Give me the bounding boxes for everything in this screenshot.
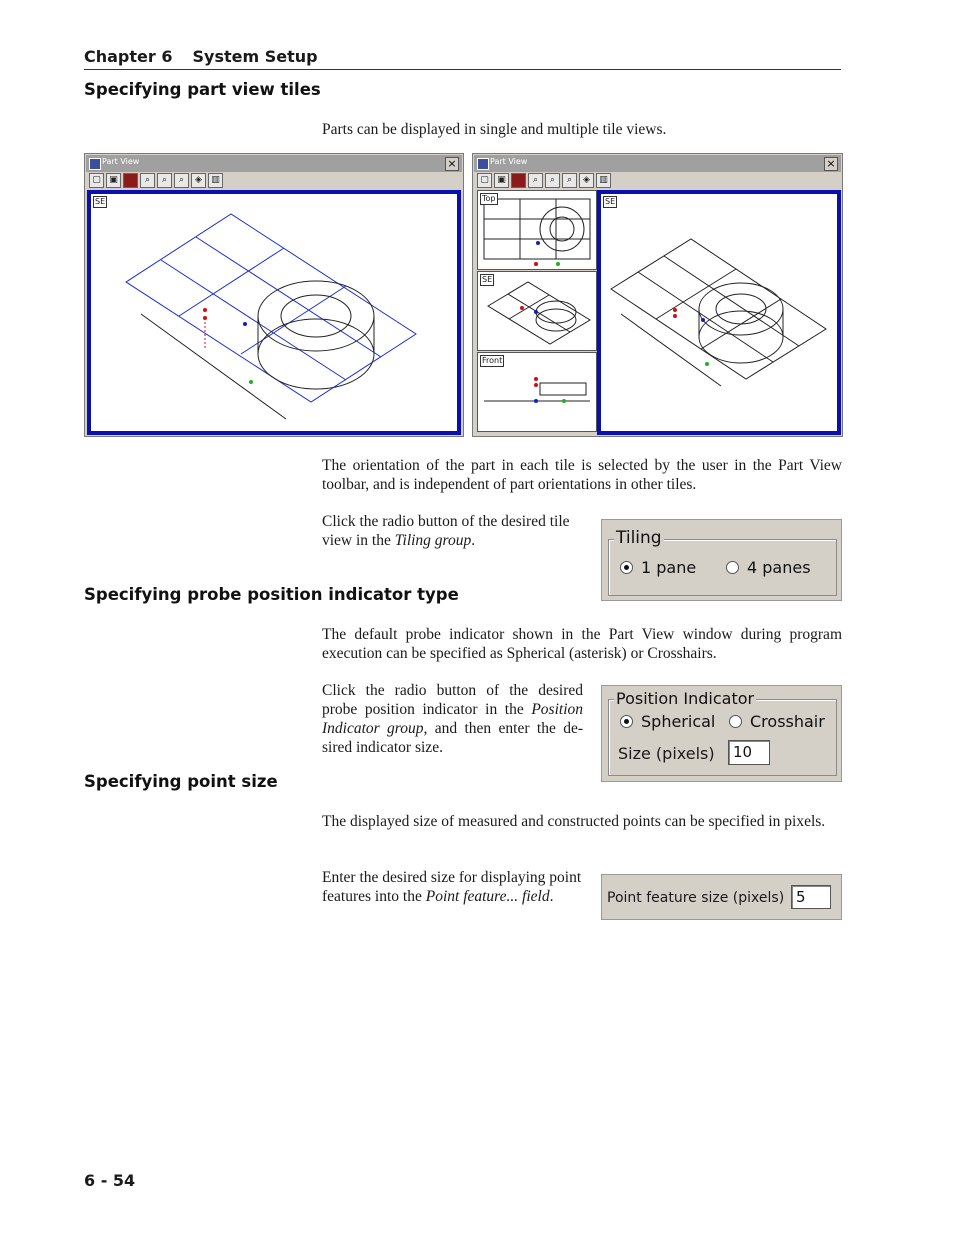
tiling-group-label: Tiling: [616, 528, 662, 548]
zoom-out-icon[interactable]: ⌕: [174, 173, 189, 188]
radio-label: 4 panes: [747, 558, 811, 577]
paragraph-orientation: The orientation of the part in each tile is selected by the user in the Part View toolbar, and is independent of part orientations in other tiles.: [322, 457, 842, 493]
part-view-window-single: [84, 153, 464, 437]
view-pane-se[interactable]: [87, 190, 461, 435]
window-icon: [477, 158, 489, 170]
radio-spherical[interactable]: [620, 712, 715, 731]
view-pane-se-small[interactable]: [477, 271, 597, 351]
radio-selected-icon[interactable]: [620, 561, 633, 574]
section-label: System Setup: [192, 47, 318, 66]
part-view-toolbar: [477, 173, 611, 189]
part-view-toolbar: [89, 173, 223, 189]
point-feature-label: Point feature size (pixels): [607, 890, 785, 906]
tile-icon[interactable]: ▥: [596, 173, 611, 188]
paragraph-point-instructions: [322, 868, 587, 906]
text-run: .: [549, 888, 554, 905]
close-icon[interactable]: ×: [824, 157, 838, 171]
tiling-group: [601, 519, 842, 601]
radio-selected-icon[interactable]: [620, 715, 633, 728]
part-wireframe-drawing: [91, 194, 457, 431]
rotate-icon[interactable]: ◈: [191, 173, 206, 188]
paragraph-tiles-intro: Parts can be displayed in single and multiple tile views.: [322, 121, 667, 138]
page-number: 6 - 54: [84, 1171, 136, 1190]
title-bar: [474, 155, 841, 172]
position-indicator-label: Position Indicator: [616, 689, 755, 708]
zoom-out-icon[interactable]: ⌕: [562, 173, 577, 188]
tile-icon[interactable]: ▥: [208, 173, 223, 188]
part-view-window-multi: [472, 153, 843, 437]
size-pixels-label: Size (pixels): [618, 744, 715, 763]
text-run: Enter the desired size for displaying point features into the: [322, 869, 582, 905]
zoom-in-icon[interactable]: ⌕: [545, 173, 560, 188]
se-small-drawing: [478, 272, 596, 350]
radio-1-pane[interactable]: [620, 558, 696, 577]
paragraph-point-size: The displayed size of measured and constructed points can be specified in pixels.: [322, 813, 826, 830]
pane-label: Top: [482, 194, 496, 203]
paragraph-tiling-instructions: [322, 512, 584, 550]
view-pane-top[interactable]: [477, 190, 597, 270]
pane-label: SE: [95, 197, 106, 206]
paragraph-probe-default: The default probe indicator shown in the Part View window during program execution can be specified as Spherical (asterisk) or Crosshairs.: [322, 626, 842, 662]
text-run: , and then enter the desired indicator size.: [322, 720, 583, 756]
cube-view-icon[interactable]: ▢: [477, 173, 492, 188]
zoom-in-icon[interactable]: ⌕: [157, 173, 172, 188]
radio-label: Crosshair: [750, 712, 825, 731]
zoom-icon[interactable]: ⌕: [528, 173, 543, 188]
point-feature-size-input[interactable]: 5: [791, 885, 831, 909]
running-header: [84, 47, 318, 66]
text-run: .: [471, 532, 476, 549]
zoom-icon[interactable]: ⌕: [140, 173, 155, 188]
radio-4-panes[interactable]: [726, 558, 811, 577]
radio-unselected-icon[interactable]: [726, 561, 739, 574]
section-heading-probe: Specifying probe position indicator type: [84, 585, 459, 604]
radio-unselected-icon[interactable]: [729, 715, 742, 728]
position-indicator-group: [601, 685, 842, 782]
cube-shaded-icon[interactable]: ▣: [106, 173, 121, 188]
pane-label: SE: [605, 197, 616, 206]
emphasis: Position Indicator group: [322, 701, 583, 737]
text-run: Click the radio button of the desired probe position indicator in the: [322, 682, 583, 718]
emphasis: Point feature... field: [425, 888, 550, 905]
group-frame: [608, 699, 837, 776]
view-pane-front[interactable]: [477, 352, 597, 432]
title-bar: [86, 155, 462, 172]
emphasis: Tiling group: [394, 532, 472, 549]
se-large-drawing: [601, 194, 837, 431]
view-pane-se-large[interactable]: [597, 190, 841, 435]
pane-label: SE: [482, 275, 493, 284]
cube-view-icon[interactable]: ▢: [89, 173, 104, 188]
text-run: Click the radio button of the desired tile view in the: [322, 513, 570, 549]
window-title: Part View: [102, 157, 140, 166]
section-heading-point-size: Specifying point size: [84, 772, 278, 791]
indicator-size-input[interactable]: 10: [728, 740, 770, 765]
cube-shaded-icon[interactable]: ▣: [494, 173, 509, 188]
window-icon: [89, 158, 101, 170]
pane-label: Front: [482, 356, 503, 365]
header-rule: [84, 69, 841, 70]
point-feature-panel: [601, 874, 842, 920]
cube-solid-icon[interactable]: [511, 173, 526, 188]
window-title: Part View: [490, 157, 528, 166]
chapter-label: Chapter 6: [84, 47, 173, 66]
cube-solid-icon[interactable]: [123, 173, 138, 188]
radio-label: 1 pane: [641, 558, 697, 577]
rotate-icon[interactable]: ◈: [579, 173, 594, 188]
radio-crosshair[interactable]: [729, 712, 825, 731]
close-icon[interactable]: ×: [445, 157, 459, 171]
paragraph-probe-instructions: [322, 681, 583, 757]
radio-label: Spherical: [641, 712, 716, 731]
section-heading-tiles: Specifying part view tiles: [84, 80, 321, 99]
